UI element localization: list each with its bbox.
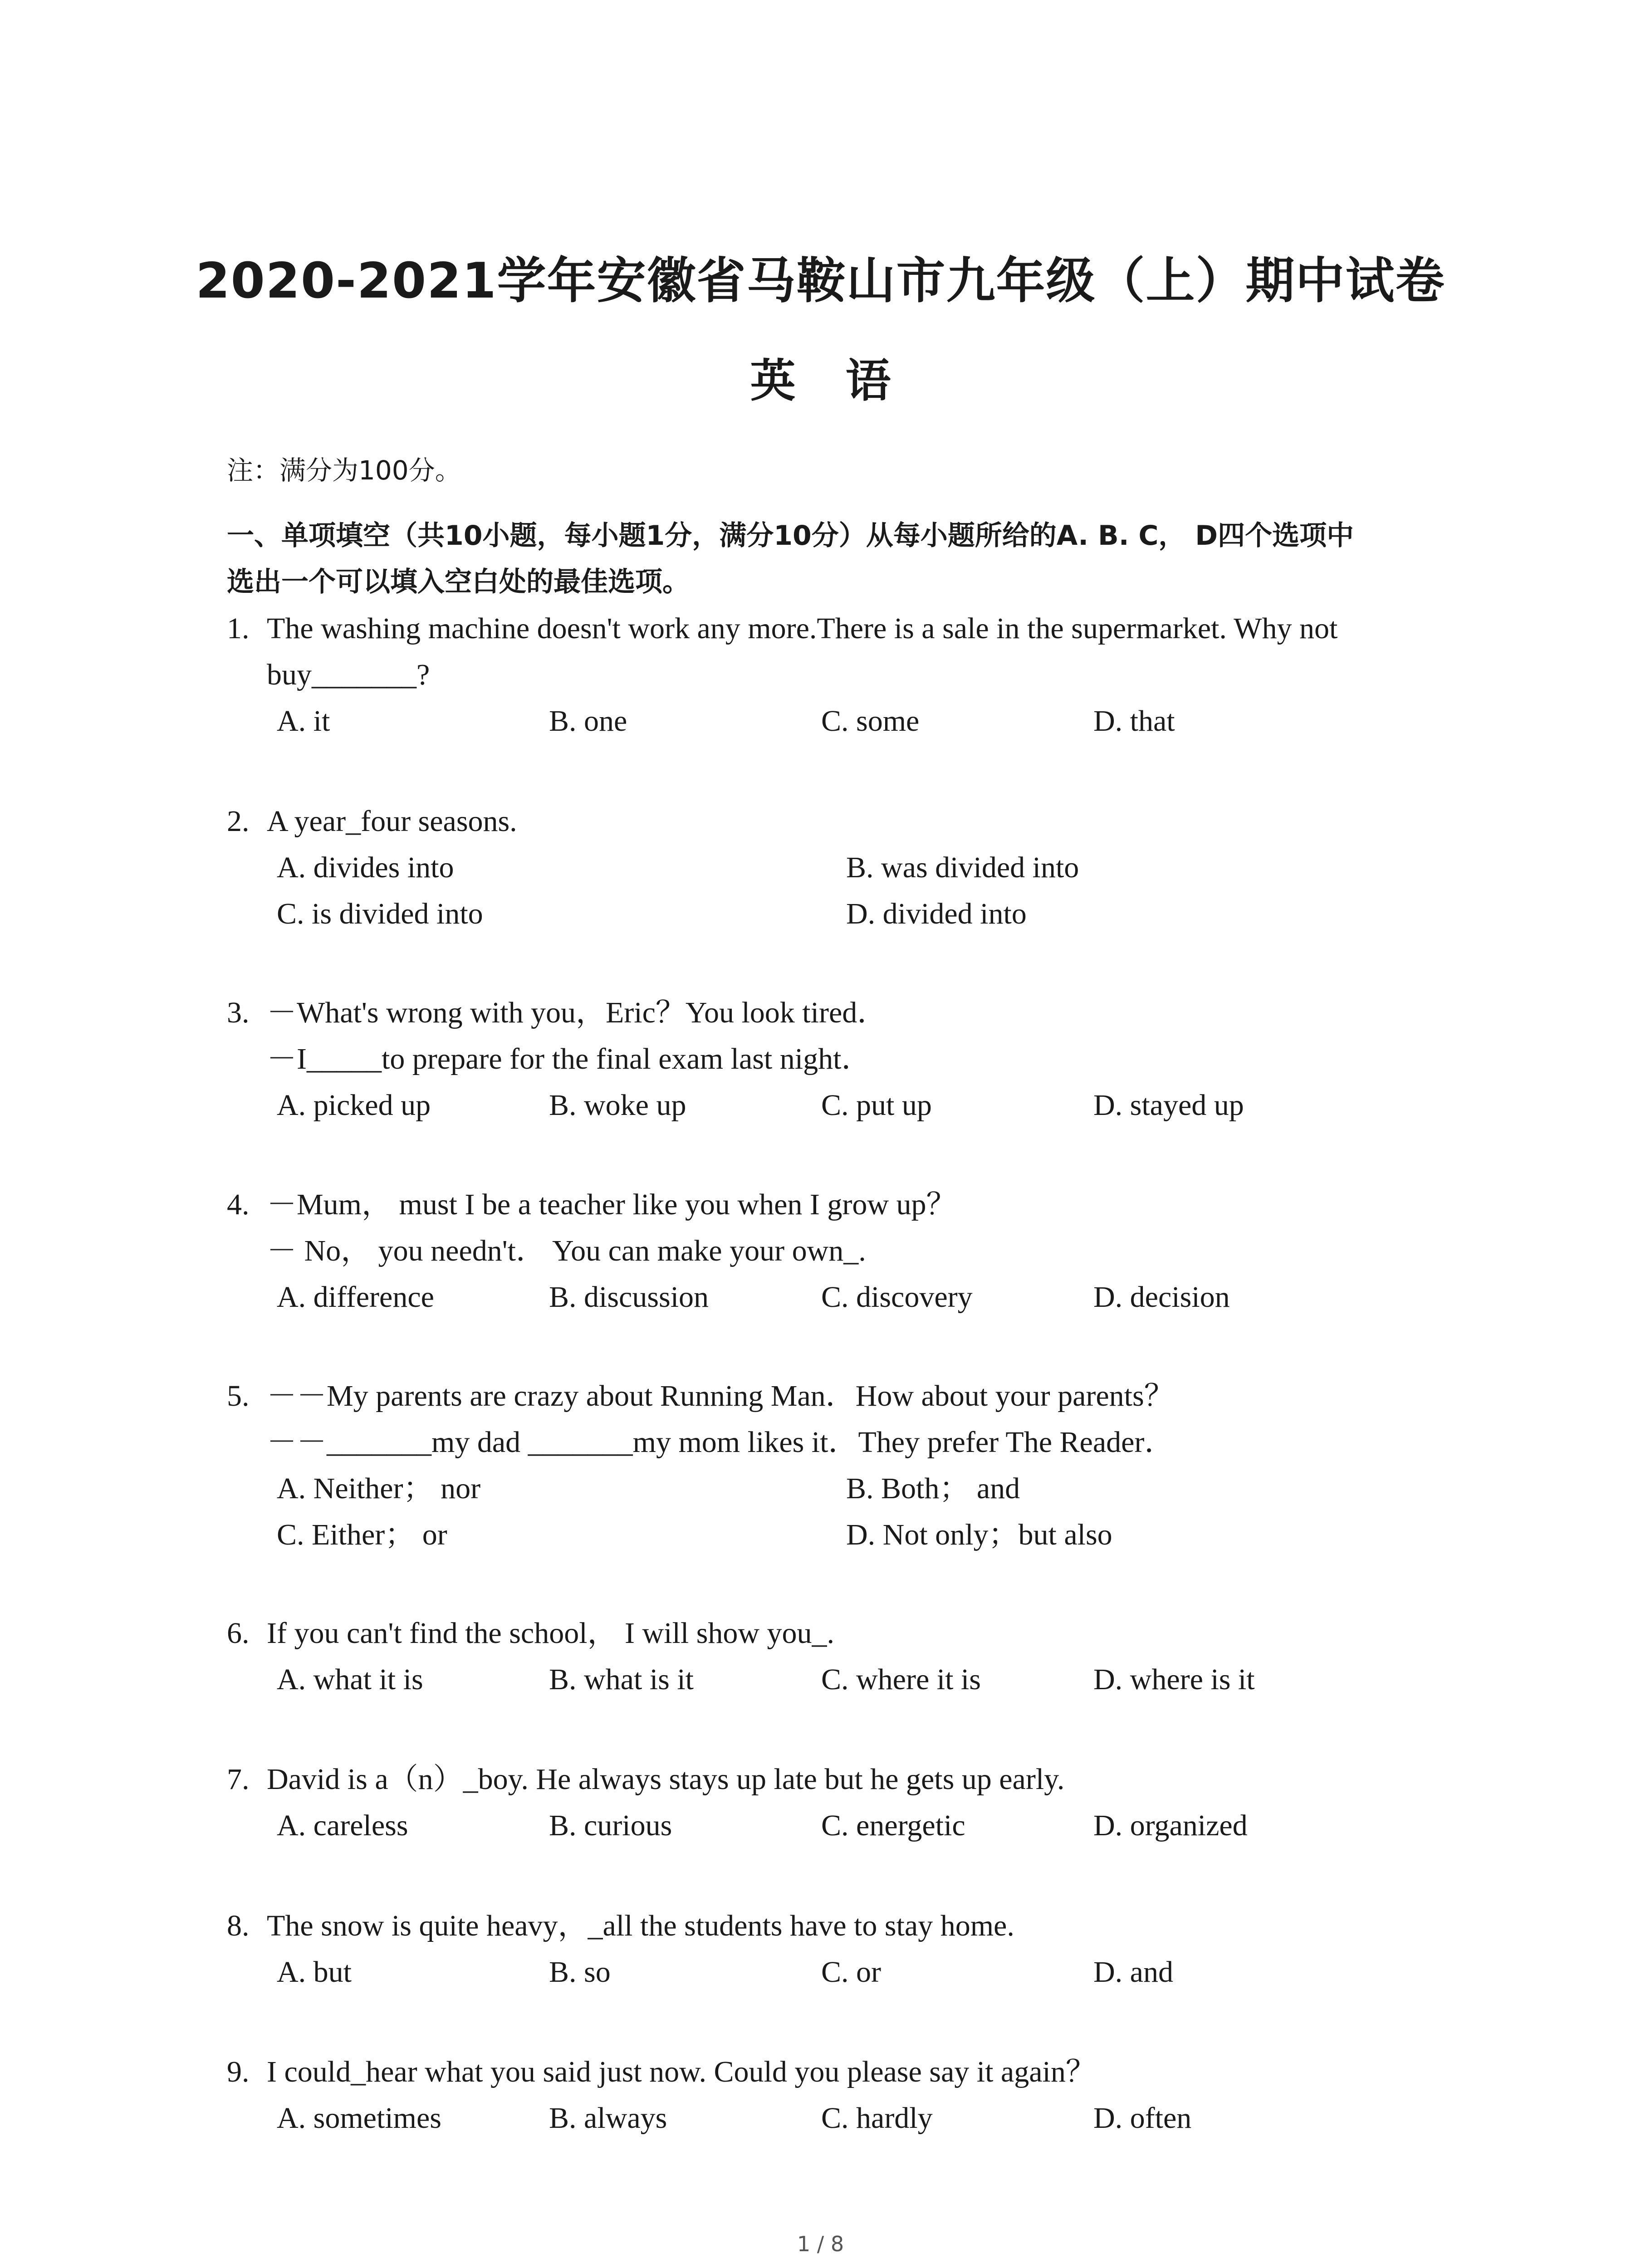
option-c: C. or xyxy=(821,1955,881,1989)
question-number: 1. xyxy=(227,612,250,645)
question-stem-cont: buy_______? xyxy=(267,658,430,691)
question-9 xyxy=(227,2049,1452,2141)
option-row xyxy=(227,2095,1452,2141)
question-8 xyxy=(227,1903,1452,1995)
option-a: A. difference xyxy=(277,1281,434,1314)
option-row xyxy=(227,1949,1452,1995)
option-a: A. careless xyxy=(277,1809,408,1842)
page-number: 1 / 8 xyxy=(797,2232,844,2256)
question-stem: －Mum， must I be a teacher like you when I grow up？ xyxy=(267,1188,956,1221)
option-b: B. one xyxy=(549,704,627,738)
option-row xyxy=(227,1803,1452,1849)
question-stem: David is a（n）_boy. He always stays up late but he gets up early. xyxy=(267,1763,1065,1796)
option-d: D. organized xyxy=(1093,1809,1248,1842)
question-number: 2. xyxy=(227,805,250,838)
question-stem: The snow is quite heavy，_all the students have to stay home. xyxy=(267,1909,1014,1942)
option-d: D. and xyxy=(1093,1955,1173,1989)
question-stem: －What's wrong with you，Eric？You look tired． xyxy=(267,996,887,1029)
option-row xyxy=(227,891,1452,937)
question-7 xyxy=(227,1756,1452,1849)
question-stem: A year_four seasons. xyxy=(267,805,517,838)
option-c: C. where it is xyxy=(821,1663,981,1696)
option-c: C. is divided into xyxy=(277,897,483,930)
question-stem-cont: －－_______my dad _______my mom likes it．They prefer The Reader． xyxy=(267,1426,1175,1459)
option-a: A. Neither； nor xyxy=(277,1472,481,1505)
question-number: 4. xyxy=(227,1188,250,1221)
option-c: C. discovery xyxy=(821,1281,973,1314)
section-heading-line-2: 选出一个可以填入空白处的最佳选项。 xyxy=(227,566,690,598)
option-b: B. always xyxy=(549,2102,667,2135)
option-row xyxy=(227,1466,1452,1512)
option-d: D. Not only；but also xyxy=(846,1518,1112,1551)
option-b: B. woke up xyxy=(549,1089,686,1122)
score-note: 注：满分为100分。 xyxy=(227,455,461,486)
section-heading xyxy=(227,513,1465,605)
question-6 xyxy=(227,1610,1452,1703)
option-b: B. was divided into xyxy=(846,851,1079,884)
question-stem-cont: － No， you needn't． You can make your own_. xyxy=(267,1234,866,1267)
option-b: B. curious xyxy=(549,1809,672,1842)
question-number: 5. xyxy=(227,1379,250,1413)
option-c: C. Either； or xyxy=(277,1518,447,1551)
option-c: C. some xyxy=(821,704,920,738)
option-b: B. discussion xyxy=(549,1281,709,1314)
question-3 xyxy=(227,990,1452,1129)
question-1 xyxy=(227,606,1452,744)
option-a: A. sometimes xyxy=(277,2102,441,2135)
option-row xyxy=(227,1082,1452,1129)
option-d: D. that xyxy=(1093,704,1175,738)
question-stem: The washing machine doesn't work any more.There is a sale in the supermarket. Why not xyxy=(267,612,1338,645)
question-number: 9. xyxy=(227,2055,250,2088)
option-row xyxy=(227,845,1452,891)
option-row xyxy=(227,1512,1452,1558)
question-stem: －－My parents are crazy about Running Man．How about your parents？ xyxy=(267,1379,1174,1413)
section-heading-line-1: 一、单项填空（共10小题，每小题1分，满分10分）从每小题所给的A. B. C， D四个选项中 xyxy=(227,520,1354,552)
question-stem-cont: －I_____to prepare for the final exam last night． xyxy=(267,1042,872,1075)
option-a: A. it xyxy=(277,704,330,738)
question-2 xyxy=(227,798,1452,937)
option-d: D. often xyxy=(1093,2102,1192,2135)
question-5 xyxy=(227,1373,1452,1558)
option-b: B. Both； and xyxy=(846,1472,1020,1505)
question-stem: If you can't find the school， I will show you_. xyxy=(267,1617,835,1650)
question-4 xyxy=(227,1182,1452,1320)
option-d: D. decision xyxy=(1093,1281,1230,1314)
question-number: 7. xyxy=(227,1763,250,1796)
option-d: D. where is it xyxy=(1093,1663,1255,1696)
option-d: D. divided into xyxy=(846,897,1027,930)
exam-subject: 英语 xyxy=(750,354,941,407)
option-row xyxy=(227,1657,1452,1703)
option-row xyxy=(227,1274,1452,1320)
question-stem: I could_hear what you said just now. Could you please say it again？ xyxy=(267,2055,1096,2088)
option-a: A. what it is xyxy=(277,1663,423,1696)
option-a: A. picked up xyxy=(277,1089,431,1122)
option-a: A. but xyxy=(277,1955,352,1989)
option-d: D. stayed up xyxy=(1093,1089,1244,1122)
option-row xyxy=(227,698,1452,744)
option-a: A. divides into xyxy=(277,851,454,884)
option-b: B. so xyxy=(549,1955,611,1989)
question-number: 8. xyxy=(227,1909,250,1942)
question-number: 3. xyxy=(227,996,250,1029)
option-b: B. what is it xyxy=(549,1663,694,1696)
option-c: C. energetic xyxy=(821,1809,965,1842)
option-c: C. hardly xyxy=(821,2102,933,2135)
exam-title: 2020-2021学年安徽省马鞍山市九年级（上）期中试卷 xyxy=(196,253,1445,309)
option-c: C. put up xyxy=(821,1089,932,1122)
question-number: 6. xyxy=(227,1617,250,1650)
